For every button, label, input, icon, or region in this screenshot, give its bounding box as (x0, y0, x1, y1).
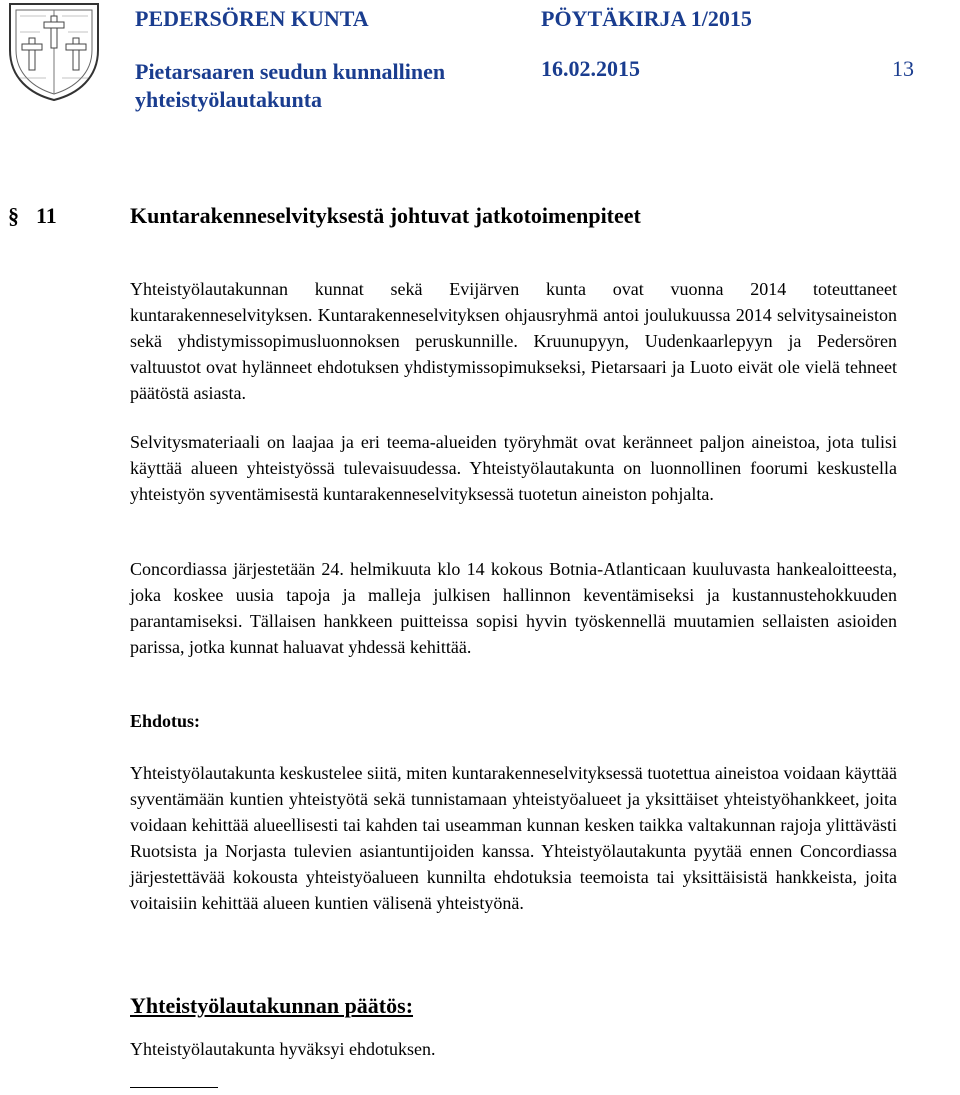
end-rule (130, 1087, 218, 1088)
page-number: 13 (892, 56, 914, 81)
proposal-text: Yhteistyölautakunta keskustelee siitä, miten kuntarakenneselvityksessä tuotettua aineistoa voidaan käyttää syventämään kuntien yhteistyötä sekä tunnistamaan yhteistyöalueet ja yksittäiset yhteistyöhankkeet, joita voidaan kehittää alueellisesti tai kahden tai useamman kunnan kesken taikka valtakunnan rajoja ylittävästi Ruotsista ja Norjasta tulevien asiantuntijoiden kanssa. Yhteistyölautakunta pyytää ennen Concordiassa järjestettävää kokousta yhteistyöalueen kunnilta ehdotuksia teemoista tai yksittäisistä hankkeista, joita voitaisiin kehittää alueen kuntien välisenä yhteistyönä. (130, 763, 897, 913)
decision-heading: Yhteistyölautakunnan päätös: (130, 993, 414, 1018)
paragraph-background: Yhteistyölautakunnan kunnat sekä Evijärven kunta ovat vuonna 2014 toteuttaneet kuntarakenneselvityksen. Kuntarakenneselvityksen ohjausryhmä antoi joulukuussa 2014 selvitysaineiston sekä yhdistymissopimusluonnoksen peruskunnille. Kruunupyyn, Uudenkaarlepyyn ja Pedersören valtuustot ovat hylänneet ehdotuksen yhdistymissopimukseksi, Pietarsaari ja Luoto eivät ole vielä tehneet päätöstä asiasta. (130, 279, 897, 403)
section-symbol: § (8, 203, 19, 228)
section-number: 11 (36, 203, 57, 228)
section-title: Kuntarakenneselvityksestä johtuvat jatkotoimenpiteet (130, 203, 641, 228)
organization-name: PEDERSÖREN KUNTA (135, 6, 369, 31)
board-name: Pietarsaaren seudun kunnallinen yhteistyölautakunta (135, 59, 446, 112)
decision-text: Yhteistyölautakunta hyväksyi ehdotuksen. (130, 1039, 436, 1059)
coat-of-arms-crosses-icon (6, 2, 102, 102)
meeting-date: 16.02.2015 (541, 56, 640, 81)
paragraph-meeting: Concordiassa järjestetään 24. helmikuuta klo 14 kokous Botnia-Atlanticaan kuuluvasta hankealoitteesta, joka koskee uusia tapoja ja malleja julkisen hallinnon keventämiseksi ja kustannustehokkuuden parantamiseksi. Tällaisen hankkeen puitteissa sopisi hyvin työskennellä muutamien sellaisten asioiden parissa, jotka kunnat haluavat yhdessä kehittää. (130, 559, 897, 657)
proposal-heading: Ehdotus: (130, 711, 201, 731)
document-title: PÖYTÄKIRJA 1/2015 (541, 6, 752, 31)
paragraph-material: Selvitysmateriaali on laajaa ja eri teema-alueiden työryhmät ovat keränneet paljon aineistoa, jota tulisi käyttää alueen yhteistyössä tulevaisuudessa. Yhteistyölautakunta on luonnollinen foorumi keskustella yhteistyön syventämisestä kuntarakenneselvityksessä tuotetun aineiston pohjalta. (130, 432, 897, 504)
